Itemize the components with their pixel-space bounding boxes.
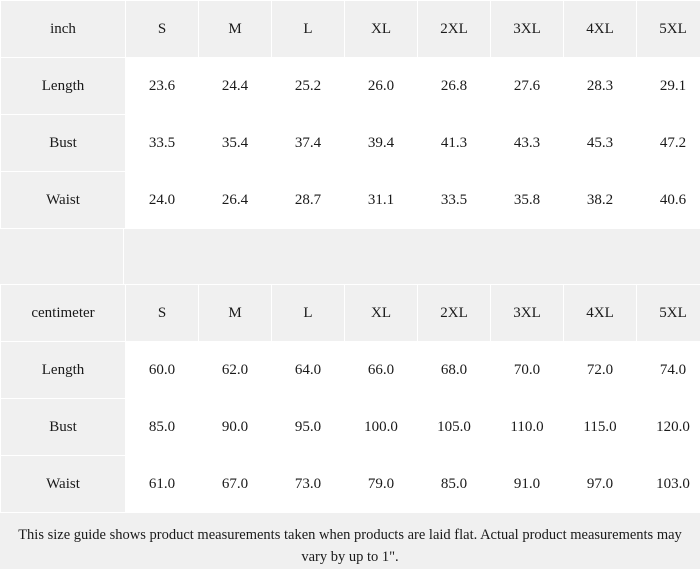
cell-bust-3xl: 43.3 <box>491 115 564 172</box>
cell-waist-5xl: 103.0 <box>637 456 700 513</box>
size-header-s: S <box>126 285 199 342</box>
size-header-5xl: 5XL <box>637 1 700 58</box>
cell-waist-s: 24.0 <box>126 172 199 229</box>
cell-waist-4xl: 97.0 <box>564 456 637 513</box>
table-row <box>1 172 700 229</box>
cell-length-3xl: 27.6 <box>491 58 564 115</box>
size-header-s: S <box>126 1 199 58</box>
size-header-4xl: 4XL <box>564 285 637 342</box>
cell-waist-2xl: 33.5 <box>418 172 491 229</box>
cell-length-m: 62.0 <box>199 342 272 399</box>
cell-length-2xl: 26.8 <box>418 58 491 115</box>
cell-bust-m: 35.4 <box>199 115 272 172</box>
cell-waist-xl: 79.0 <box>345 456 418 513</box>
cell-bust-2xl: 105.0 <box>418 399 491 456</box>
size-table-inch <box>0 0 700 229</box>
size-header-5xl: 5XL <box>637 285 700 342</box>
separator-left-cell <box>0 229 124 284</box>
size-guide-note: This size guide shows product measurements taken when products are laid flat. Actual product measurements may vary by up to 1". <box>0 513 700 569</box>
row-label-bust: Bust <box>1 115 126 172</box>
cell-bust-m: 90.0 <box>199 399 272 456</box>
cell-length-5xl: 29.1 <box>637 58 700 115</box>
cell-length-m: 24.4 <box>199 58 272 115</box>
cell-waist-l: 73.0 <box>272 456 345 513</box>
unit-label-inch: inch <box>1 1 126 58</box>
size-header-2xl: 2XL <box>418 1 491 58</box>
row-label-length: Length <box>1 58 126 115</box>
cell-length-3xl: 70.0 <box>491 342 564 399</box>
table-row <box>1 342 700 399</box>
cell-bust-s: 85.0 <box>126 399 199 456</box>
cell-waist-s: 61.0 <box>126 456 199 513</box>
table-row <box>1 399 700 456</box>
cell-length-5xl: 74.0 <box>637 342 700 399</box>
cell-waist-4xl: 38.2 <box>564 172 637 229</box>
table-row <box>1 58 700 115</box>
size-header-m: M <box>199 1 272 58</box>
cell-waist-3xl: 35.8 <box>491 172 564 229</box>
cell-waist-xl: 31.1 <box>345 172 418 229</box>
size-header-4xl: 4XL <box>564 1 637 58</box>
cell-bust-l: 95.0 <box>272 399 345 456</box>
cell-waist-2xl: 85.0 <box>418 456 491 513</box>
size-header-l: L <box>272 285 345 342</box>
cell-bust-xl: 39.4 <box>345 115 418 172</box>
cell-bust-4xl: 45.3 <box>564 115 637 172</box>
cell-length-4xl: 28.3 <box>564 58 637 115</box>
unit-label-centimeter: centimeter <box>1 285 126 342</box>
cell-length-2xl: 68.0 <box>418 342 491 399</box>
cell-length-l: 25.2 <box>272 58 345 115</box>
size-header-xl: XL <box>345 1 418 58</box>
cell-waist-m: 26.4 <box>199 172 272 229</box>
size-header-xl: XL <box>345 285 418 342</box>
cell-waist-l: 28.7 <box>272 172 345 229</box>
row-label-bust: Bust <box>1 399 126 456</box>
table-separator <box>0 229 700 284</box>
table-row <box>1 115 700 172</box>
cell-bust-s: 33.5 <box>126 115 199 172</box>
cell-length-s: 23.6 <box>126 58 199 115</box>
cell-waist-m: 67.0 <box>199 456 272 513</box>
cell-length-4xl: 72.0 <box>564 342 637 399</box>
cell-bust-xl: 100.0 <box>345 399 418 456</box>
cell-length-xl: 66.0 <box>345 342 418 399</box>
size-header-l: L <box>272 1 345 58</box>
cell-length-xl: 26.0 <box>345 58 418 115</box>
cell-bust-2xl: 41.3 <box>418 115 491 172</box>
row-label-waist: Waist <box>1 172 126 229</box>
size-header-3xl: 3XL <box>491 1 564 58</box>
size-table-centimeter <box>0 284 700 513</box>
size-header-3xl: 3XL <box>491 285 564 342</box>
cell-bust-5xl: 120.0 <box>637 399 700 456</box>
size-header-2xl: 2XL <box>418 285 491 342</box>
cell-bust-3xl: 110.0 <box>491 399 564 456</box>
row-label-length: Length <box>1 342 126 399</box>
table-row <box>1 456 700 513</box>
table-header-row <box>1 285 700 342</box>
size-header-m: M <box>199 285 272 342</box>
cell-length-s: 60.0 <box>126 342 199 399</box>
row-label-waist: Waist <box>1 456 126 513</box>
cell-bust-5xl: 47.2 <box>637 115 700 172</box>
cell-waist-5xl: 40.6 <box>637 172 700 229</box>
cell-waist-3xl: 91.0 <box>491 456 564 513</box>
cell-bust-l: 37.4 <box>272 115 345 172</box>
cell-length-l: 64.0 <box>272 342 345 399</box>
table-header-row <box>1 1 700 58</box>
cell-bust-4xl: 115.0 <box>564 399 637 456</box>
